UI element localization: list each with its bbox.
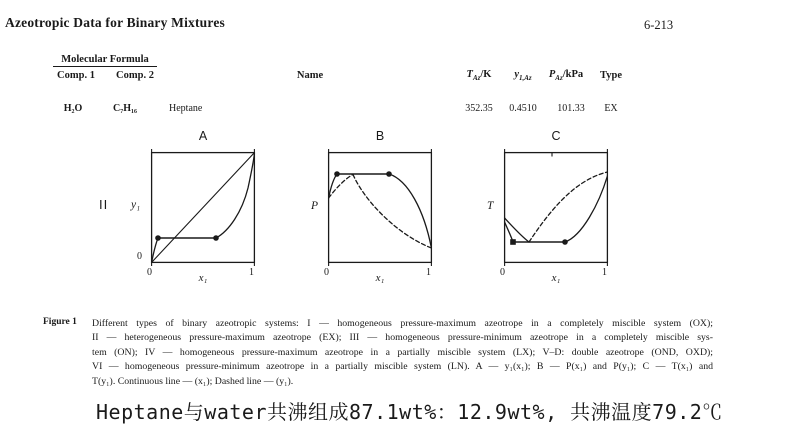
col-header-name: Name [296, 70, 324, 81]
cell-paz-value: 101.33 [557, 103, 585, 114]
paz-symbol: P [548, 69, 556, 80]
cell-y1az-value: 0.4510 [509, 103, 537, 114]
cell-type-value: EX [604, 103, 618, 114]
cell-name: Heptane [169, 103, 203, 114]
col-header-comp1: Comp. 1 [57, 70, 95, 81]
col-header-paz [543, 69, 589, 82]
paz-unit: /kPa [562, 69, 584, 80]
caption-line: II — heterogeneous pressure-maximum azeotrope (EX); III — homogeneous pressure-minimum azeotrope in a completely miscible sys- [92, 332, 713, 344]
cell-comp1-formula: H₂O [63, 103, 83, 114]
diagram-c-ylabel: T [487, 200, 494, 212]
diagram-c-xaxis-one: 1 [602, 267, 607, 278]
figure-caption-label: Figure 1 [43, 317, 77, 327]
diagram-b-ylabel: P [311, 200, 319, 212]
diagram-b-xlabel: x₁ [375, 272, 385, 284]
diagram-a-plot [151, 152, 255, 263]
diagram-a-xlabel: x₁ [198, 272, 208, 284]
y1az-subscript: 1,Az [519, 74, 532, 83]
cell-taz-value: 352.35 [465, 103, 493, 114]
roman-numeral-label: II [99, 197, 109, 212]
taz-subscript: Az [472, 74, 481, 83]
page-title: Azeotropic Data for Binary Mixtures [5, 15, 225, 30]
molecular-formula-group-header: Molecular Formula [53, 54, 157, 67]
caption-line: T(y₁). Continuous line — (x₁); Dashed line — (y₁). [92, 375, 294, 387]
paz-subscript: Az [555, 74, 563, 83]
diagram-a-xaxis-one: 1 [249, 267, 254, 278]
diagram-b-plot [328, 152, 432, 263]
diagram-b-xaxis-one: 1 [426, 267, 431, 278]
caption-line: tem (ON); IV — homogeneous pressure-maximum azeotrope in a partially miscible system (LX); V–D: double azeotrope (OND, OXD); [92, 346, 713, 358]
diagram-b-title: B [375, 129, 385, 143]
y1az-symbol: y [514, 69, 519, 80]
cell-comp2-formula: C₇H₁₆ [113, 103, 137, 114]
taz-symbol: T [466, 69, 473, 80]
caption-line: Different types of binary azeotropic systems: I — homogeneous pressure-maximum azeotrope in a completely miscible system (OX); [92, 318, 713, 329]
diagram-b-xaxis-zero: 0 [324, 267, 329, 278]
taz-unit: /K [480, 69, 492, 80]
diagram-a-xaxis-zero: 0 [147, 267, 152, 278]
figure-caption [92, 317, 713, 389]
diagram-a-ylabel: y₁ [131, 199, 141, 211]
col-header-taz [452, 69, 506, 82]
diagram-c-xlabel: x₁ [551, 272, 561, 284]
caption-line: VI — homogeneous pressure-minimum azeotrope in a partially miscible system (LN). A — y₁(x₁); B — P(x₁) and P(y₁); C — T(x₁) and [92, 361, 713, 373]
diagram-a-title: A [198, 129, 208, 143]
col-header-y1az [503, 69, 543, 82]
diagram-c-title: C [551, 129, 561, 143]
col-header-comp2: Comp. 2 [116, 70, 154, 81]
col-header-type: Type [600, 70, 622, 81]
diagram-c-plot [504, 152, 608, 263]
diagram-c-xaxis-zero: 0 [500, 267, 505, 278]
diagram-a-yaxis-zero: 0 [137, 251, 142, 262]
page-number: 6-213 [644, 18, 674, 32]
annotation-text: Heptane与water共沸组成87.1wt%：12.9wt%, 共沸温度79.2℃ [96, 400, 723, 424]
